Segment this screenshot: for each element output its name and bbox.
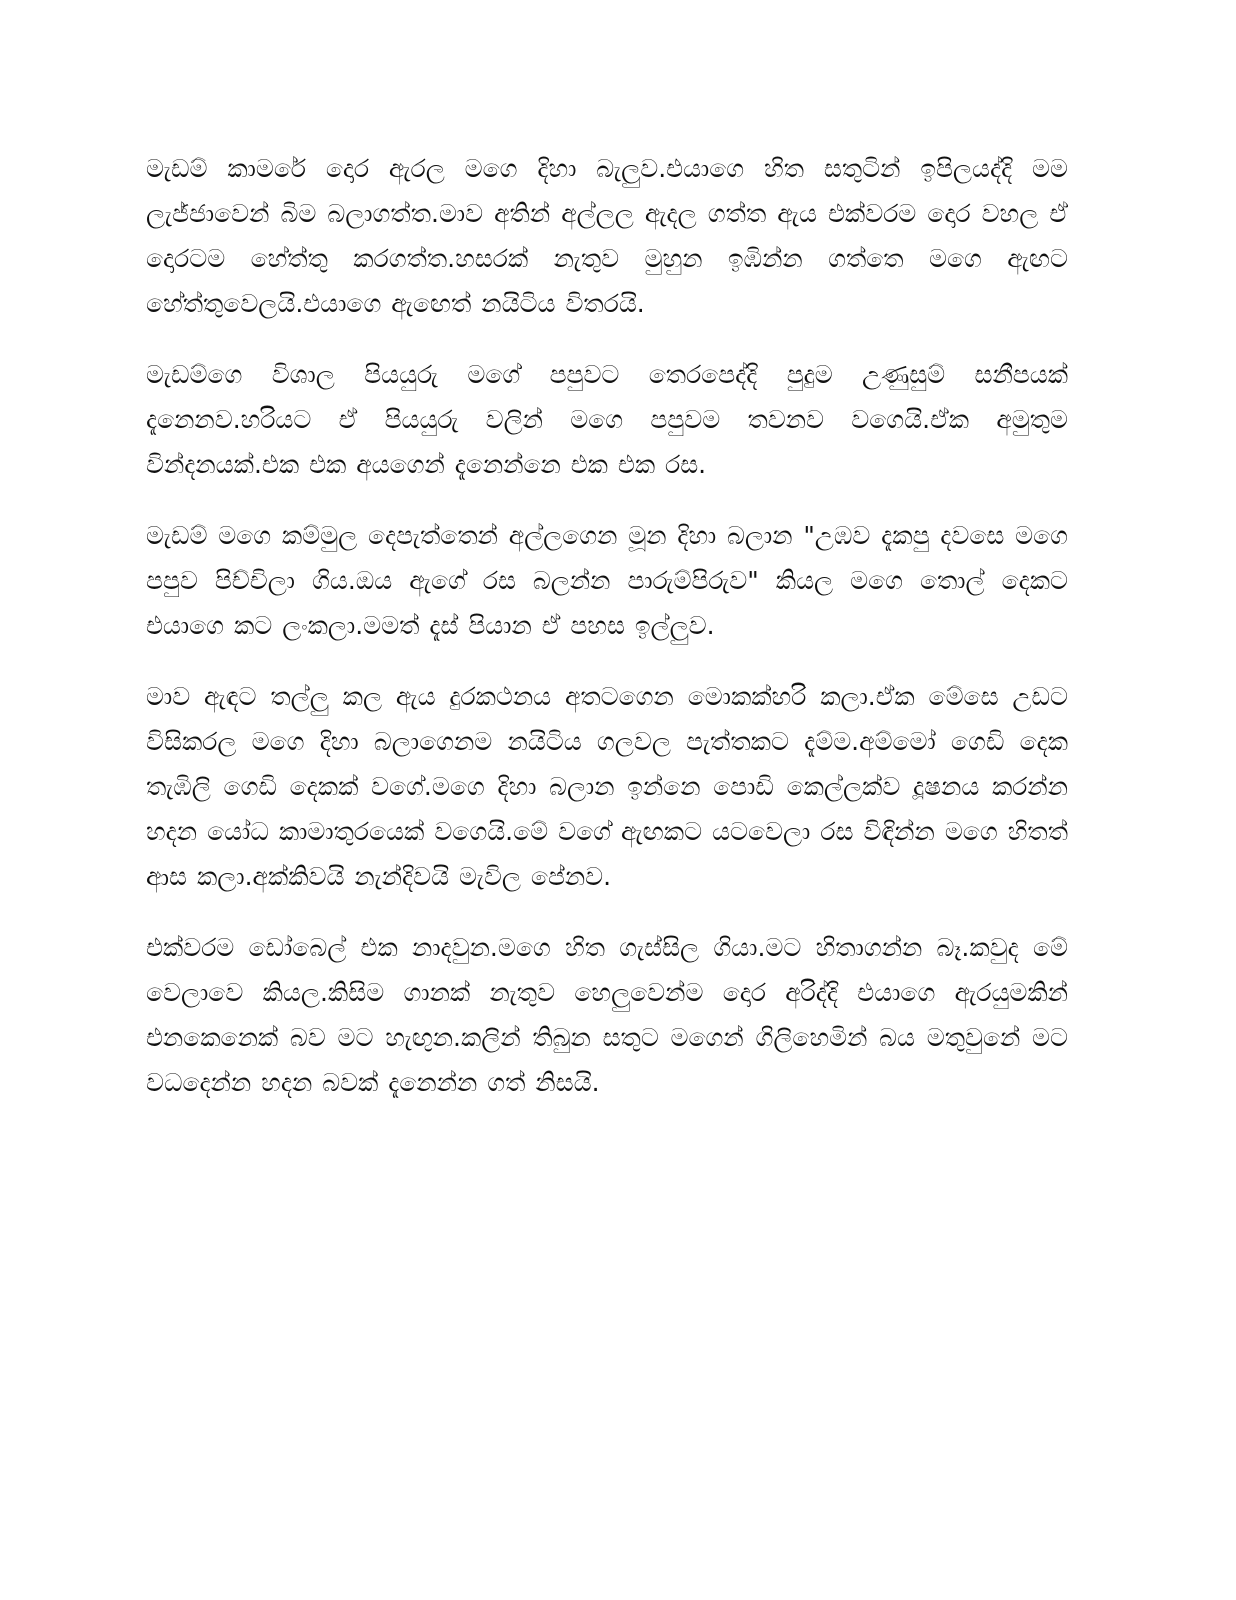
paragraph-2: මැඩම්ගෙ විශාල පියයුරු මගේ පපුවට තෙරපෙද්දි පුදුම උණුසුම් සනීපයක් දැනෙනව.හරියට ඒ පියයුරු වලින් මගෙ පපුවම තවනව වගෙයි.ඒක අමුතුම වින්දනයක්.එක එක අයගෙන් දැනෙන්නෙ එක එක රස. — [146, 360, 1068, 479]
document-body — [146, 146, 1068, 1131]
paragraph-3: මැඩම් මගෙ කම්මුල දෙපැත්තෙන් අල්ලගෙන මූන දිහා බලාන "උඹව දැකපු දවසෙ මගෙ පපුව පිච්චිලා ගිය.ඔය ඇගේ රස බලන්න පාරුම්පිරුව" කියල මගෙ තොල් දෙකට එයාගෙ කට ලංකලා.මමත් දැස් පියාන ඒ පහස ඉල්ලුව. — [146, 521, 1068, 640]
paragraph-5: එක්වරම ඩෝබෙල් එක නාදවුන.මගෙ හිත ගැස්සිල ගියා.මට හිතාගන්න බෑ.කවුද මේ වෙලාවෙ කියල.කිසිම ගානක් නැතුව හෙලුවෙන්ම දොර අරිද්දි එයාගෙ ඇරයුමකින් එනකෙනෙක් බව මට හැඟුන.කලින් තිබුන සතුට මගෙන් ගිලිහෙමින් බය මතුවුනේ මට වධදෙන්න හදන බවක් දැනෙන්න ගත් නිසයි. — [146, 933, 1068, 1097]
paragraph-1: මැඩම් කාමරේ දොර ඇරල මගෙ දිහා බැලුව.එයාගෙ හිත සතුටින් ඉපිලයද්දි මම ලැජ්ජාවෙන් බිම බලාගත්ත.මාව අතින් අල්ලල ඇදල ගත්ත ඇය එක්වරම දොර වහල ඒ දොරටම හේත්තු කරගත්ත.හසරක් නැතුව මුහුන ඉඹින්න ගත්තෙ මගෙ ඇඟට හේත්තුවෙලයි.එයාගෙ ඇඟෙත් නයිටිය විතරයි. — [146, 154, 1068, 318]
paragraph-4: මාව ඇඳට තල්ලු කල ඇය දුරකථනය අතටගෙන මොකක්හරි කලා.ඒක මේසෙ උඩට විසිකරල මගෙ දිහා බලාගෙනම නයිටිය ගලවල පැත්තකට දැම්ම.අම්මෝ ගෙඩි දෙක තැඹිලි ගෙඩි දෙකක් වගේ.මගෙ දිහා බලාන ඉන්නෙ පොඩි කෙල්ලක්ව දූෂනය කරන්න හදන යෝධ කාමාතුරයෙක් වගෙයි.මේ වගේ ඇඟකට යටවෙලා රස විඳින්න මගෙ හිතත් ආස කලා.අක්කිවයි නැන්දිවයි මැවිල පේනව. — [146, 682, 1068, 891]
